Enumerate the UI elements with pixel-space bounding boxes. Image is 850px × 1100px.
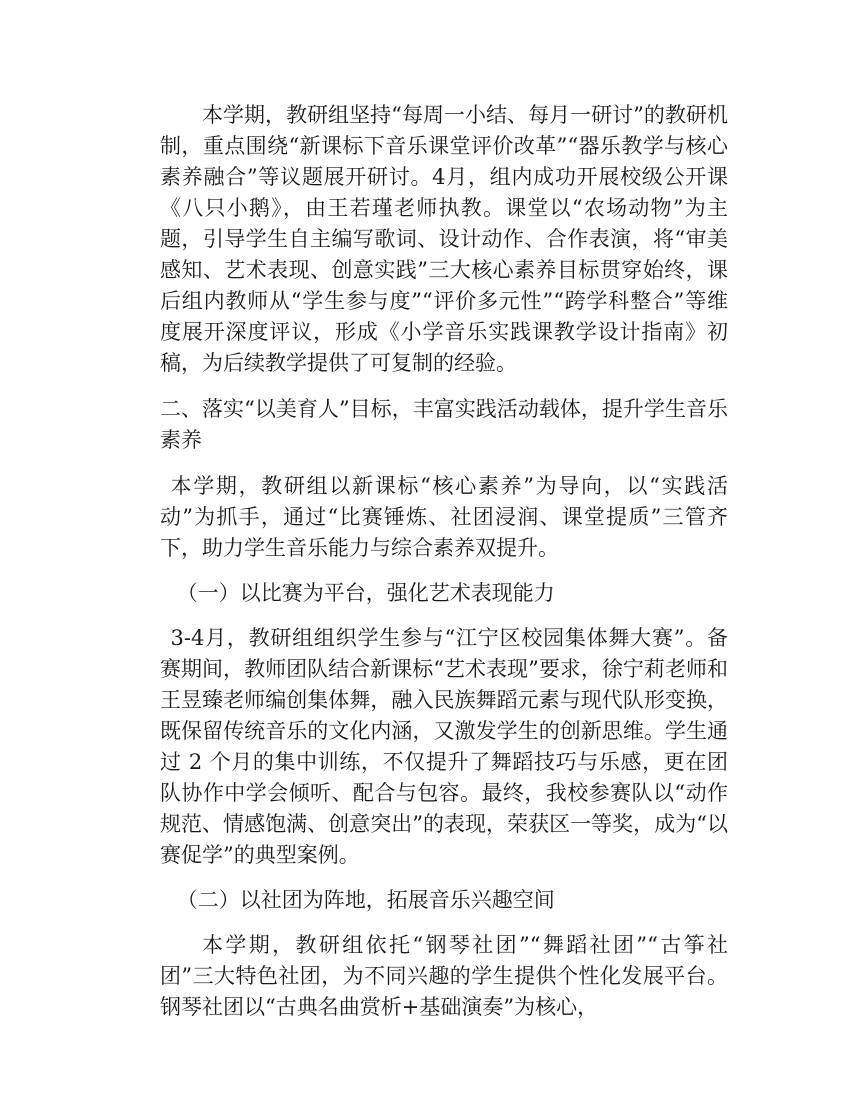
paragraph-teaching-research: 本学期，教研组坚持“每周一小结、每月一研讨”的教研机制，重点围绕“新课标下音乐课堂评价改革”“器乐教学与核心素养融合”等议题展开研讨。4月，组内成功开展校级公开课《八只小鹅》，由王若瑾老师执教。课堂以“农场动物”为主题，引导学生自主编写歌词、设计动作、合作表演，将“审美感知、艺术表现、创意实践”三大核心素养目标贯穿始终，课后组内教师从“学生参与度”“评价多元性”“跨学科整合”等维度展开深度评议，形成《小学音乐实践课教学设计指南》初稿，为后续教学提供了可复制的经验。 bbox=[160, 103, 728, 375]
document-body bbox=[160, 100, 728, 1023]
subsection-heading-clubs: （二）以社团为阵地，拓展音乐兴趣空间 bbox=[176, 888, 555, 912]
section-heading-2: 二、落实“以美育人”目标，丰富实践活动载体，提升学生音乐素养 bbox=[160, 397, 728, 452]
paragraph-clubs: 本学期，教研组依托“钢琴社团”“舞蹈社团”“古筝社团”三大特色社团，为不同兴趣的学生提供个性化发展平台。钢琴社团以“古典名曲赏析+基础演奏”为核心， bbox=[160, 933, 728, 1019]
paragraph-dance-competition: 3-4月，教研组组织学生参与“江宁区校园集体舞大赛”。备赛期间，教师团队结合新课标“艺术表现”要求，徐宁莉老师和王昱臻老师编创集体舞，融入民族舞蹈元素与现代队形变换，既保留传统音乐的文化内涵，又激发学生的创新思维。学生通过 2 个月的集中训练，不仅提升了舞蹈技巧与乐感，更在团队协作中学会倾听、配合与包容。最终，我校参赛队以“动作规范、情感饱满、创意突出”的表现，荣获区一等奖，成为“以赛促学”的典型案例。 bbox=[160, 626, 728, 867]
paragraph-section-2-intro: 本学期，教研组以新课标“核心素养”为导向，以“实践活动”为抓手，通过“比赛锤炼、社团浸润、课堂提质”三管齐下，助力学生音乐能力与综合素养双提升。 bbox=[160, 474, 728, 560]
subsection-heading-competition: （一）以比赛为平台，强化艺术表现能力 bbox=[176, 581, 555, 605]
